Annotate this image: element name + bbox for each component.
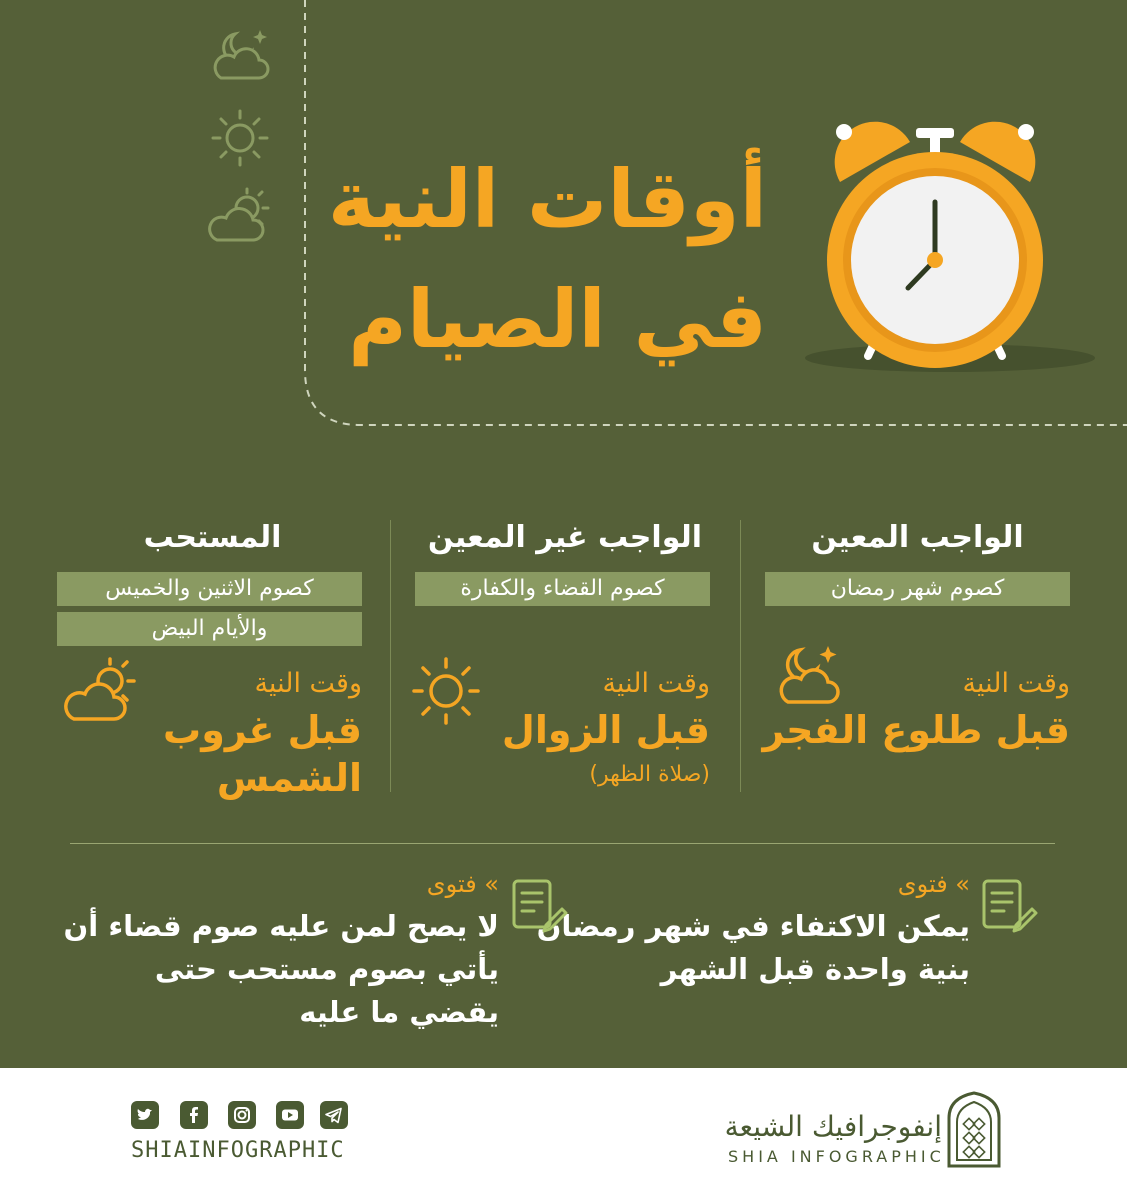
fatwa-line: بنية واحدة قبل الشهر: [660, 952, 970, 986]
example-tag: كصوم شهر رمضان: [765, 572, 1070, 606]
niyya-time: قبل طلوع الفجر: [762, 708, 1070, 752]
column-recommended: [40, 510, 385, 800]
facebook-icon[interactable]: [180, 1101, 208, 1129]
fatwa-text: [537, 905, 970, 991]
sun-cloud-icon: [203, 186, 273, 244]
section-divider: [70, 843, 1055, 844]
page-title-line-1: أوقات النية: [327, 153, 767, 246]
column-heading: الواجب غير المعين: [427, 520, 703, 555]
fatwa-line: لا يصح لمن عليه صوم قضاء أن: [63, 909, 499, 943]
fatwa-line: يقضي ما عليه: [299, 995, 499, 1029]
example-tag: كصوم القضاء والكفارة: [415, 572, 710, 606]
niyya-label: وقت النية: [962, 668, 1070, 699]
niyya-label: وقت النية: [602, 668, 710, 699]
moon-cloud-icon: [770, 640, 845, 710]
niyya-label: وقت النية: [254, 668, 362, 699]
instagram-icon[interactable]: [228, 1101, 256, 1129]
column-obligatory-specific: [745, 510, 1090, 800]
fatwa-line: يأتي بصوم مستحب حتى: [154, 952, 499, 986]
column-divider: [390, 520, 391, 792]
column-heading: الواجب المعين: [811, 520, 1024, 555]
youtube-icon[interactable]: [276, 1101, 304, 1129]
niyya-time: قبل غروب: [163, 708, 362, 752]
example-tag: كصوم الاثنين والخميس: [57, 572, 362, 606]
document-pen-icon: [508, 875, 568, 935]
moon-cloud-icon: [205, 28, 275, 83]
twitter-icon[interactable]: [131, 1101, 159, 1129]
brand-name-english: SHIA INFOGRAPHIC: [728, 1147, 945, 1166]
document-pen-icon: [978, 875, 1038, 935]
brand-logo: [945, 1090, 1003, 1168]
fatwa-text: [64, 905, 499, 1034]
sun-icon: [210, 108, 270, 168]
sun-cloud-icon: [60, 655, 140, 725]
niyya-time: الشمس: [216, 756, 362, 800]
column-divider: [740, 520, 741, 792]
alarm-clock-icon: [800, 110, 1100, 380]
page-title-line-2: في الصيام: [348, 273, 767, 366]
column-heading: المستحب: [143, 520, 282, 555]
fatwa-label: » فتوى: [897, 870, 970, 898]
fatwa-label: » فتوى: [426, 870, 499, 898]
niyya-note: (صلاة الظهر): [589, 762, 710, 787]
sun-icon: [410, 655, 482, 727]
social-handle: SHIAINFOGRAPHIC: [131, 1138, 345, 1163]
brand-name-arabic: إنفوجرافيك الشيعة: [724, 1110, 942, 1143]
telegram-icon[interactable]: [320, 1101, 348, 1129]
example-tag: والأيام البيض: [57, 612, 362, 646]
fatwa-line: يمكن الاكتفاء في شهر رمضان: [536, 909, 970, 943]
column-obligatory-nonspecific: [395, 510, 735, 800]
niyya-time: قبل الزوال: [501, 708, 710, 752]
